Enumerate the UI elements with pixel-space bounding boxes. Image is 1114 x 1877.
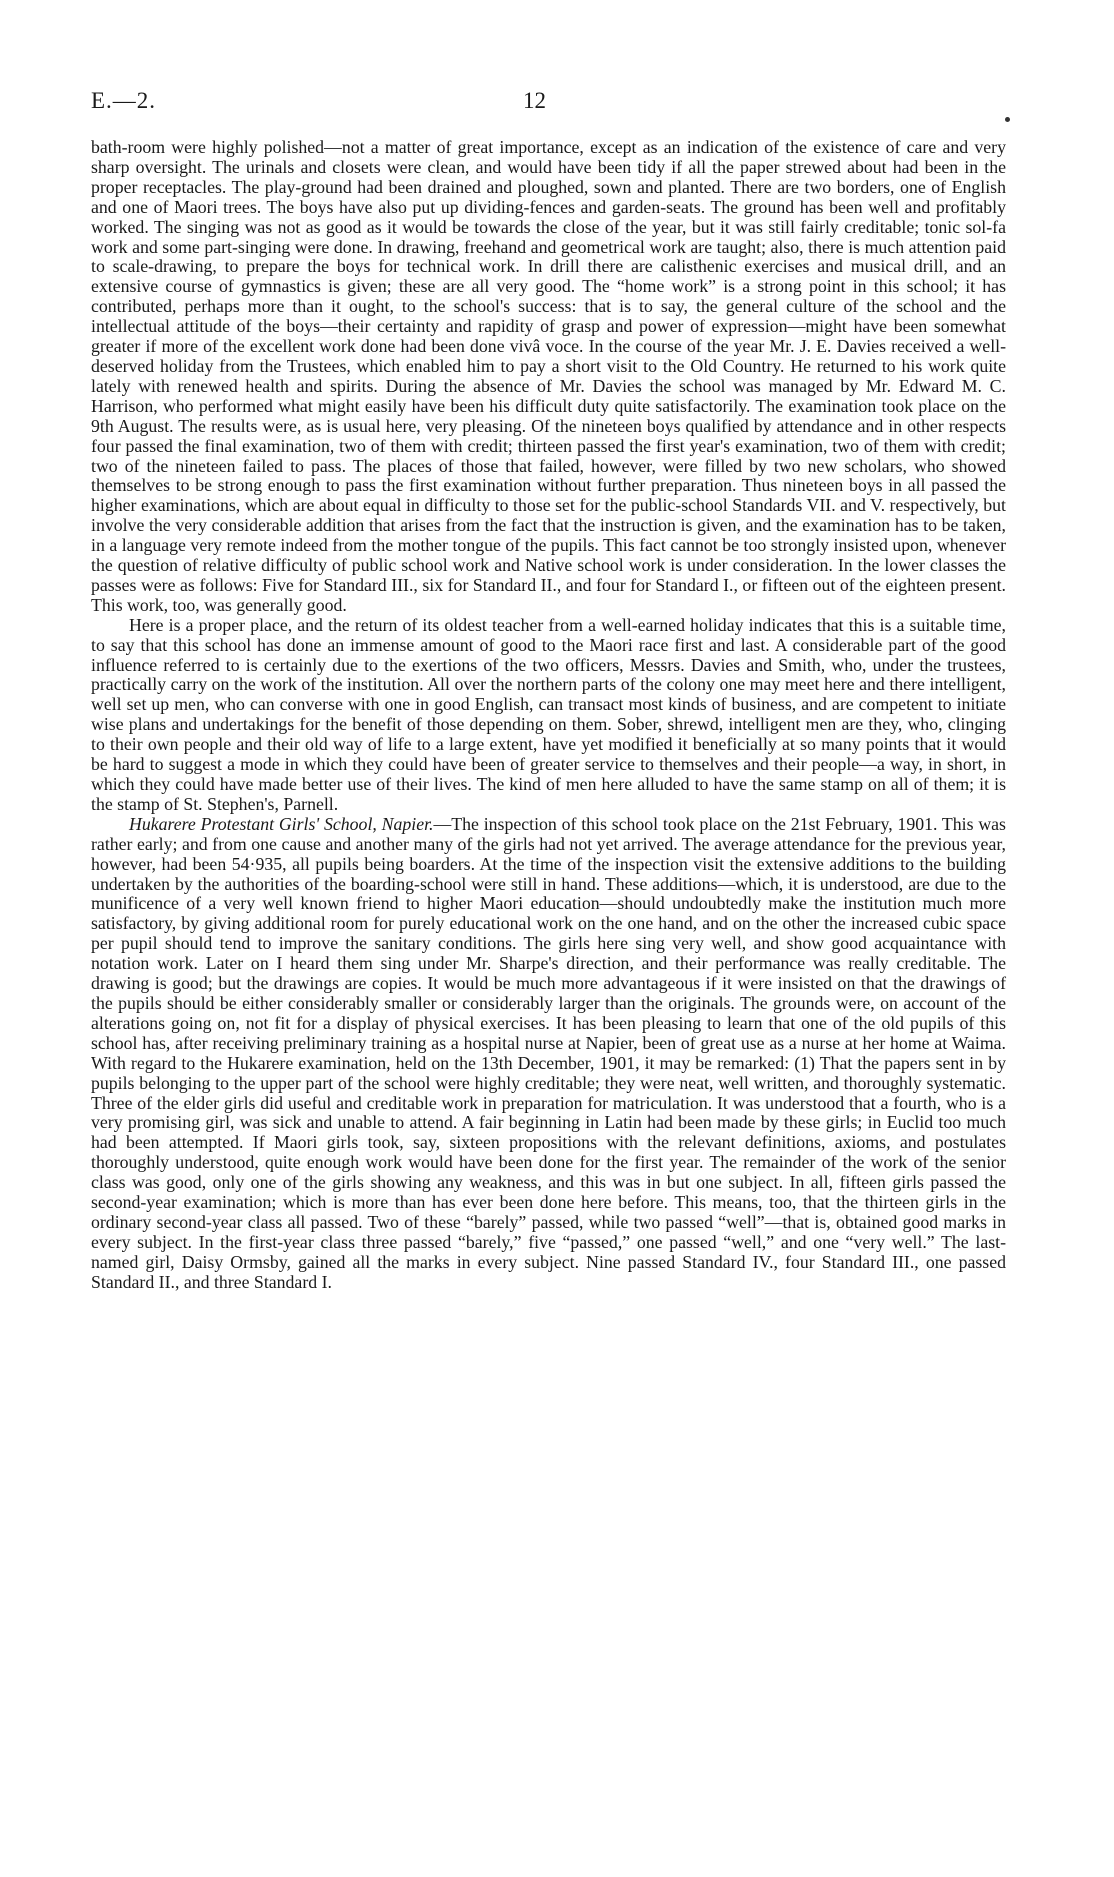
paragraph-3-text: —The inspection of this school took place on the 21st February, 1901. This was rather early; and from one cause and another many of the girls had not yet arrived. The average attendance for the previous year, however, had been 54·935, all pupils being boarders. At the time of the inspection visit the extensive additions to the building undertaken by the authorities of the boarding-school were still in hand. These additions—which, it is understood, are due to the munificence of a very well known friend to higher Maori education—should undoubtedly make the institution much more satisfactory, by giving additional room for purely educational work on the one hand, and on the other the increased cubic space per pupil should tend to improve the sanitary conditions. The girls here sing very well, and show good acquaintance with notation work. Later on I heard them sing under Mr. Sharpe's direction, and their performance was really creditable. The drawing is good; but the drawings are copies. It would be much more advantageous if it were insisted on that the drawings of the pupils should be either considerably smaller or considerably larger than the originals. The grounds were, on account of the alterations going on, not fit for a display of physical exercises. It has been pleasing to learn that one of the old pupils of this school has, after receiving preliminary training as a hospital nurse at Napier, been of great use as a nurse at her home at Waima. With regard to the Hukarere examination, held on the 13th December, 1901, it may be remarked: (1) That the papers sent in by pupils belonging to the upper part of the school were highly creditable; they were neat, well written, and thoroughly systematic. Three of the elder girls did useful and creditable work in preparation for matriculation. It was understood that a fourth, who is a very promising girl, was sick and unable to attend. A fair beginning in Latin had been made by these girls; in Euclid too much had been attempted. If Maori girls took, say, sixteen propositions with the relevant definitions, axioms, and postulates thoroughly understood, quite enough work would have been done for the first year. The remainder of the work of the senior class was good, only one of the girls showing any weakness, and this was in but one subject. In all, fifteen girls passed the second-year examination; which is more than has ever been done here before. This means, too, that the thirteen girls in the ordinary second-year class all passed. Two of these “barely” passed, while two passed “well”—that is, obtained good marks in every subject. In the first-year class three passed “barely,” five “passed,” one passed “well,” and one “very well.” The last-named girl, Daisy Ormsby, gained all the marks in every subject. Nine passed Standard IV., four Standard III., one passed Standard II., and three Standard I.: [91, 813, 1006, 1292]
paragraph-3-heading: Hukarere Protestant Girls' School, Napier.: [129, 813, 434, 834]
paragraph-1: bath-room were highly polished—not a matter of great importance, except as an indication of the existence of care and very sharp oversight. The urinals and closets were clean, and would have been tidy if all the paper strewed about had been in the proper receptacles. The play-ground had been drained and ploughed, sown and planted. There are two borders, one of English and one of Maori trees. The boys have also put up dividing-fences and garden-seats. The ground has been well and profitably worked. The singing was not as good as it would be towards the close of the year, but it was still fairly creditable; tonic sol-fa work and some part-singing were done. In drawing, freehand and geometrical work are taught; also, there is much attention paid to scale-drawing, to prepare the boys for technical work. In drill there are calisthenic exercises and musical drill, and an extensive course of gymnastics is given; these are all very good. The “home work” is a strong point in this school; it has contributed, perhaps more than it ought, to the school's success: that is to say, the general culture of the school and the intellectual attitude of the boys—their certainty and rapidity of grasp and power of expression—might have been somewhat greater if more of the excellent work done had been done vivâ voce. In the course of the year Mr. J. E. Davies received a well-deserved holiday from the Trustees, which enabled him to pay a short visit to the Old Country. He returned to his work quite lately with renewed health and spirits. During the absence of Mr. Davies the school was managed by Mr. Edward M. C. Harrison, who performed what might easily have been his difficult duty quite satisfactorily. The examination took place on the 9th August. The results were, as is usual here, very pleasing. Of the nineteen boys qualified by attendance and in other respects four passed the final examination, two of them with credit; thirteen passed the first year's examination, two of them with credit; two of the nineteen failed to pass. The places of those that failed, however, were filled by two new scholars, who showed themselves to be strong enough to pass the first examination without further preparation. Thus nineteen boys in all passed the higher examinations, which are about equal in difficulty to those set for the public-school Standards VII. and V. respectively, but involve the very considerable addition that arises from the fact that the instruction is given, and the examination has to be taken, in a language very remote indeed from the mother tongue of the pupils. This fact cannot be too strongly insisted upon, whenever the question of relative difficulty of public school work and Native school work is under consideration. In the lower classes the passes were as follows: Five for Standard III., six for Standard II., and four for Standard I., or fifteen out of the eighteen present. This work, too, was generally good.: [91, 137, 1006, 615]
page-header: [91, 88, 1006, 114]
series-number: E.—2.: [91, 88, 157, 113]
body-text: [91, 138, 1006, 1293]
paragraph-3: [91, 815, 1006, 1293]
paragraph-2: Here is a proper place, and the return of its oldest teacher from a well-earned holiday indicates that this is a suitable time, to say that this school has done an immense amount of good to the Maori race first and last. A considerable part of the good influence referred to is certainly due to the exertions of the two officers, Messrs. Davies and Smith, who, under the trustees, practically carry on the work of the institution. All over the northern parts of the colony one may meet here and there intelligent, well set up men, who can converse with one in good English, can transact most kinds of business, and are competent to initiate wise plans and undertakings for the benefit of those depending on them. Sober, shrewd, intelligent men are they, who, clinging to their own people and their old way of life to a large extent, have yet modified it beneficially at so many points that it would be hard to suggest a mode in which they could have been of greater service to themselves and their people—a way, in short, in which they could have made better use of their lives. The kind of men here alluded to have the same stamp on all of them; it is the stamp of St. Stephen's, Parnell.: [91, 614, 1006, 814]
margin-mark: [1005, 117, 1010, 122]
page-number: 12: [523, 88, 546, 113]
